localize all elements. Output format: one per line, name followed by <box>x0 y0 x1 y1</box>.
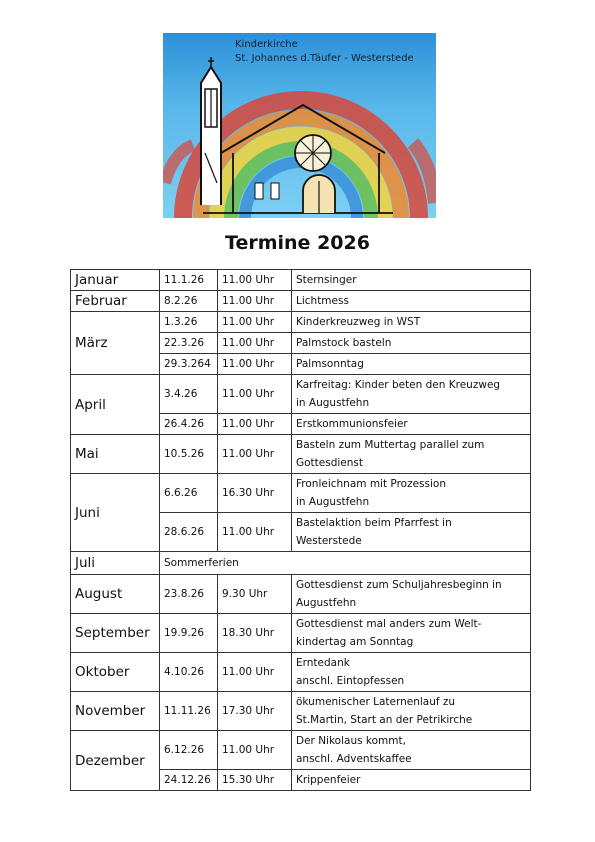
table-row <box>71 575 531 614</box>
date-cell: 3.4.26 <box>160 375 218 414</box>
month-cell: März <box>71 312 160 375</box>
description-line: kindertag am Sonntag <box>296 636 414 648</box>
date-cell: 22.3.26 <box>160 333 218 354</box>
description-cell <box>292 333 531 354</box>
description-line: Gottesdienst zum Schuljahresbeginn in <box>296 579 502 591</box>
date-cell: 28.6.26 <box>160 513 218 552</box>
description-line: Westerstede <box>296 535 362 547</box>
date-cell: 11.1.26 <box>160 270 218 291</box>
description-line: Erstkommunionsfeier <box>296 418 408 430</box>
description-cell <box>292 770 531 791</box>
date-cell: 4.10.26 <box>160 653 218 692</box>
description-line: Sternsinger <box>296 274 357 286</box>
table-row <box>71 731 531 770</box>
description-line: Lichtmess <box>296 295 349 307</box>
month-cell: Oktober <box>71 653 160 692</box>
time-cell: 11.00 Uhr <box>218 354 292 375</box>
description-line: anschl. Adventskaffee <box>296 753 412 765</box>
table-row <box>71 375 531 414</box>
description-cell <box>292 414 531 435</box>
date-cell: 29.3.264 <box>160 354 218 375</box>
description-line: Palmstock basteln <box>296 337 392 349</box>
date-cell: 6.12.26 <box>160 731 218 770</box>
date-cell: 26.4.26 <box>160 414 218 435</box>
description-cell <box>292 354 531 375</box>
description-line: Gottesdienst <box>296 457 364 469</box>
banner-line-parish: St. Johannes d.Täufer - Westerstede <box>235 53 414 64</box>
month-cell: Januar <box>71 270 160 291</box>
month-cell: Mai <box>71 435 160 474</box>
date-cell: 10.5.26 <box>160 435 218 474</box>
description-line: Krippenfeier <box>296 774 361 786</box>
description-line: in Augustfehn <box>296 397 370 409</box>
description-line: St.Martin, Start an der Petrikirche <box>296 714 473 726</box>
time-cell: 17.30 Uhr <box>218 692 292 731</box>
table-row <box>71 291 531 312</box>
table-row <box>71 653 531 692</box>
description-line: in Augustfehn <box>296 496 370 508</box>
description-cell <box>292 731 531 770</box>
table-row <box>71 270 531 291</box>
time-cell: 11.00 Uhr <box>218 731 292 770</box>
description-line: Gottesdienst mal anders zum Welt- <box>296 618 482 630</box>
description-line: Basteln zum Muttertag parallel zum <box>296 439 485 451</box>
table-row <box>71 614 531 653</box>
month-note: Sommerferien <box>160 552 531 575</box>
description-line: Karfreitag: Kinder beten den Kreuzweg <box>296 379 501 391</box>
banner-line-kinderkirche: Kinderkirche <box>235 39 298 50</box>
month-cell: Dezember <box>71 731 160 791</box>
description-line: Kinderkreuzweg in WST <box>296 316 421 328</box>
month-cell: August <box>71 575 160 614</box>
time-cell: 15.30 Uhr <box>218 770 292 791</box>
time-cell: 11.00 Uhr <box>218 435 292 474</box>
date-cell: 8.2.26 <box>160 291 218 312</box>
month-cell: April <box>71 375 160 435</box>
description-line: Palmsonntag <box>296 358 364 370</box>
description-line: Fronleichnam mit Prozession <box>296 478 446 490</box>
month-cell: Juni <box>71 474 160 552</box>
time-cell: 11.00 Uhr <box>218 312 292 333</box>
description-line: Erntedank <box>296 657 350 669</box>
date-cell: 23.8.26 <box>160 575 218 614</box>
table-row <box>71 312 531 333</box>
page-title: Termine 2026 <box>225 232 370 254</box>
description-cell <box>292 513 531 552</box>
description-line: Augustfehn <box>296 597 357 609</box>
time-cell: 11.00 Uhr <box>218 333 292 354</box>
time-cell: 11.00 Uhr <box>218 291 292 312</box>
description-cell <box>292 614 531 653</box>
time-cell: 11.00 Uhr <box>218 414 292 435</box>
description-cell <box>292 375 531 414</box>
time-cell: 9.30 Uhr <box>218 575 292 614</box>
description-cell <box>292 312 531 333</box>
date-cell: 11.11.26 <box>160 692 218 731</box>
description-cell <box>292 291 531 312</box>
date-cell: 1.3.26 <box>160 312 218 333</box>
date-cell: 6.6.26 <box>160 474 218 513</box>
month-cell: September <box>71 614 160 653</box>
description-line: Der Nikolaus kommt, <box>296 735 406 747</box>
schedule-table <box>70 269 531 791</box>
date-cell: 19.9.26 <box>160 614 218 653</box>
description-line: ökumenischer Laternenlauf zu <box>296 696 456 708</box>
month-cell: Juli <box>71 552 160 575</box>
time-cell: 11.00 Uhr <box>218 513 292 552</box>
description-cell <box>292 692 531 731</box>
date-cell: 24.12.26 <box>160 770 218 791</box>
table-row <box>71 692 531 731</box>
table-row <box>71 435 531 474</box>
time-cell: 16.30 Uhr <box>218 474 292 513</box>
table-row <box>71 552 531 575</box>
table-row <box>71 474 531 513</box>
description-line: Bastelaktion beim Pfarrfest in <box>296 517 452 529</box>
time-cell: 11.00 Uhr <box>218 375 292 414</box>
description-cell <box>292 435 531 474</box>
description-cell <box>292 575 531 614</box>
kinderkirche-banner <box>163 33 436 218</box>
description-cell <box>292 474 531 513</box>
time-cell: 11.00 Uhr <box>218 270 292 291</box>
time-cell: 11.00 Uhr <box>218 653 292 692</box>
month-cell: November <box>71 692 160 731</box>
time-cell: 18.30 Uhr <box>218 614 292 653</box>
month-cell: Februar <box>71 291 160 312</box>
description-cell <box>292 270 531 291</box>
description-cell <box>292 653 531 692</box>
description-line: anschl. Eintopfessen <box>296 675 405 687</box>
